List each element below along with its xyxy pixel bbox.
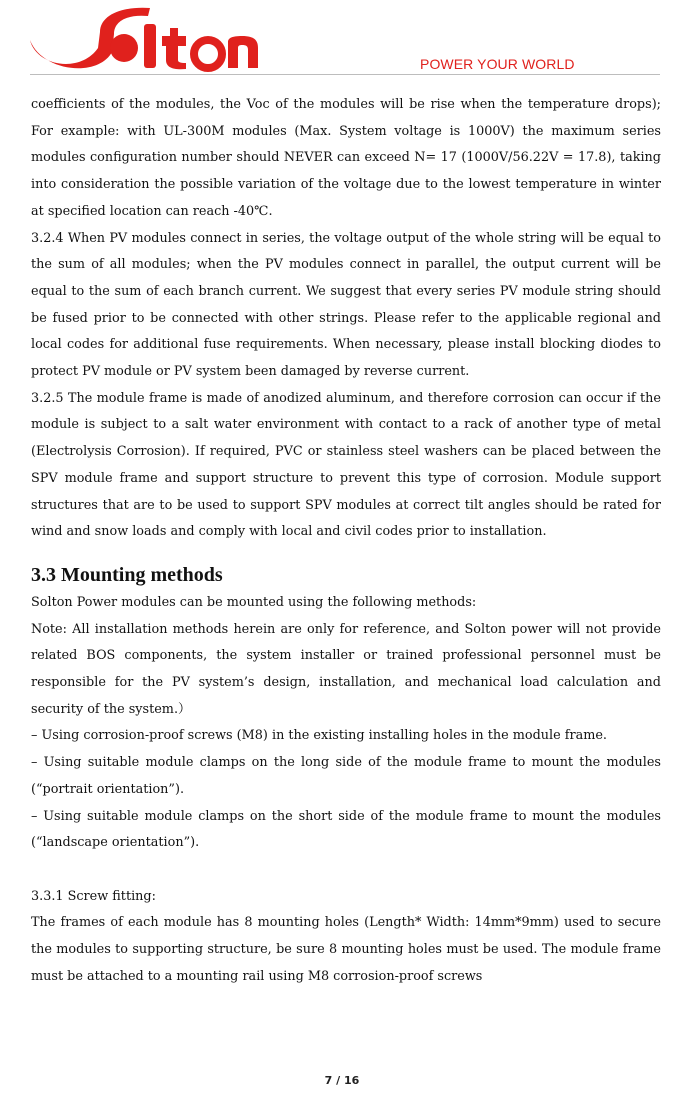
page-header [0, 0, 684, 80]
list-item: – Using corrosion-proof screws (M8) in the existing installing holes in the module frame. [31, 728, 607, 744]
solton-logo [28, 2, 260, 74]
tagline: POWER YOUR WORLD [420, 56, 575, 72]
section-note: Note: All installation methods herein are only for reference, and Solton power will not provide related BOS components, the system installer or trained professional personnel must be responsible for the PV system’s design, installation, and mechanical load calculation and security of the system.） [31, 621, 661, 717]
paragraph-voltage-limit: coefficients of the modules, the Voc of the modules will be rise when the temperature drops); For example: with UL-300M modules (Max. System voltage is 1000V) the maximum series modules configuration number should NEVER can exceed N= 17 (1000V/56.22V = 17.8), taking into consideration the possible variation of the voltage due to the lowest temperature in winter at specified location can reach -40℃. [31, 97, 661, 219]
sub-heading: 3.3.1 Screw fitting: [31, 888, 156, 904]
header-divider [30, 74, 660, 75]
paragraph-3-2-4: 3.2.4 When PV modules connect in series, the voltage output of the whole string will be equal to the sum of all modules; when the PV modules connect in parallel, the output current will be equal to the sum of each branch current. We suggest that every series PV module string should be fused prior to be connected with other strings. Please refer to the applicable regional and local codes for additional fuse requirements. When necessary, please install blocking diodes to protect PV module or PV system been damaged by reverse current. [31, 230, 661, 380]
list-item: – Using suitable module clamps on the long side of the module frame to mount the modules (“portrait orientation”). [31, 755, 661, 797]
section-intro: Solton Power modules can be mounted using the following methods: [31, 594, 477, 610]
page-number: 7 / 16 [324, 1074, 360, 1087]
section-heading: 3.3 Mounting methods [31, 563, 223, 586]
spacer [31, 857, 661, 884]
page-body [31, 92, 661, 990]
paragraph-3-2-5: 3.2.5 The module frame is made of anodized aluminum, and therefore corrosion can occur if the module is subject to a salt water environment with contact to a rack of another type of metal (Electrolysis Corrosion). If required, PVC or stainless steel washers can be placed between the SPV module frame and support structure to prevent this type of corrosion. Module support structures that are to be used to support SPV modules at correct tilt angles should be rated for wind and snow loads and comply with local and civil codes prior to installation. [31, 390, 661, 540]
screw-fitting-text: The frames of each module has 8 mounting holes (Length* Width: 14mm*9mm) used to secure the modules to supporting structure, be sure 8 mounting holes must be used. The module frame must be attached to a mounting rail using M8 corrosion-proof screws [31, 915, 661, 984]
list-item: – Using suitable module clamps on the short side of the module frame to mount the modules (“landscape orientation”). [31, 808, 661, 851]
